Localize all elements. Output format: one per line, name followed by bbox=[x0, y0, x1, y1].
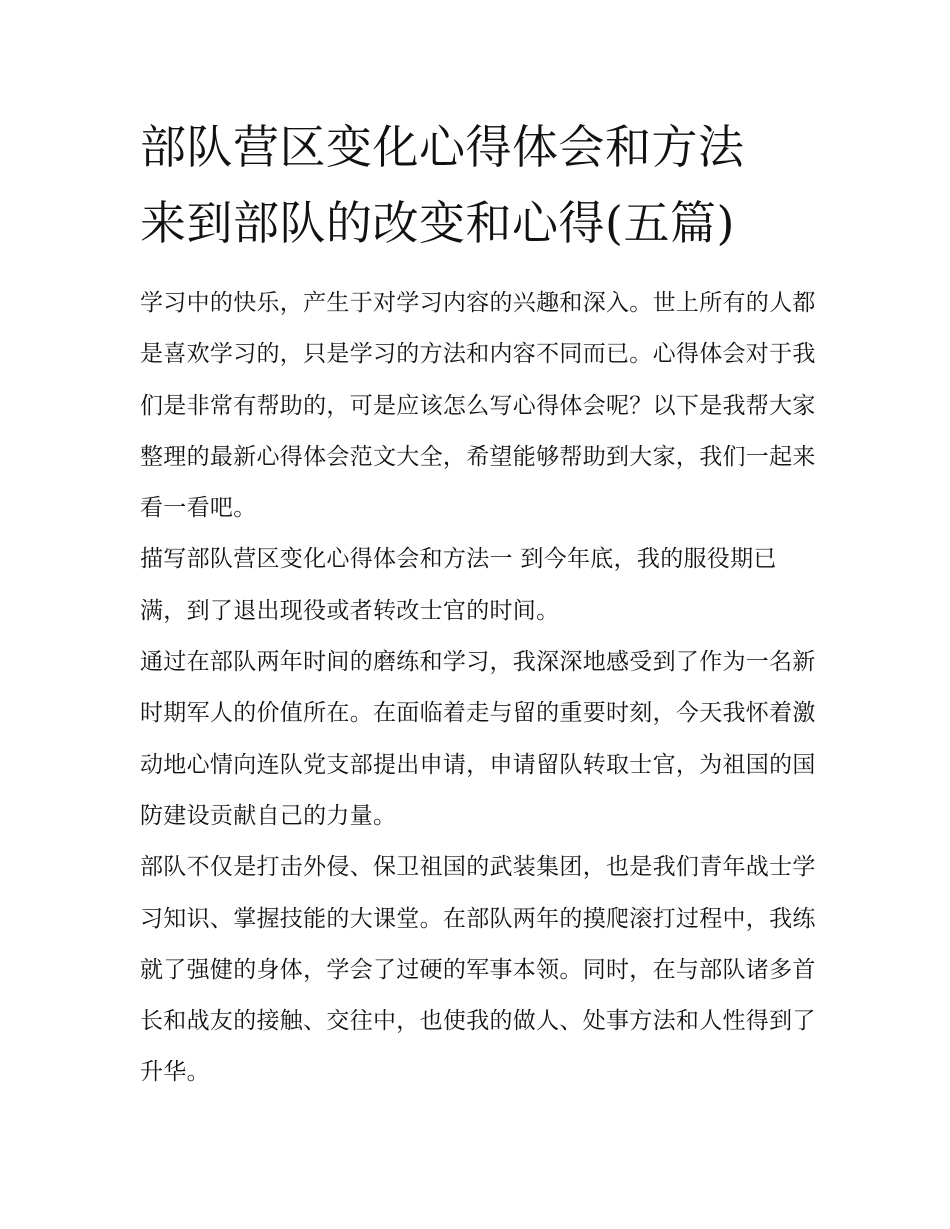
paragraph-training: 通过在部队两年时间的磨练和学习，我深深地感受到了作为一名新时期军人的价值所在。在面临着走与留的重要时刻，今天我怀着激动地心情向连队党支部提出申请，申请留队转取士官，为祖国的国防建设贡献自己的力量。 bbox=[140, 649, 816, 829]
document-title-line-2: 来到部队的改变和心得(五篇) bbox=[140, 196, 735, 250]
paragraph-army-classroom: 部队不仅是打击外侵、保卫祖国的武装集团，也是我们青年战士学习知识、掌握技能的大课堂。在部队两年的摸爬滚打过程中，我练就了强健的身体，学会了过硬的军事本领。同时，在与部队诸多首长和战友的接触、交往中，也使我的做人、处事方法和人性得到了升华。 bbox=[140, 854, 816, 1086]
document-body bbox=[140, 278, 820, 1099]
paragraph-intro: 学习中的快乐，产生于对学习内容的兴趣和深入。世上所有的人都是喜欢学习的，只是学习的方法和内容不同而已。心得体会对于我们是非常有帮助的，可是应该怎么写心得体会呢？以下是我帮大家整理的最新心得体会范文大全，希望能够帮助到大家，我们一起来看一看吧。 bbox=[140, 290, 816, 522]
paragraph-method-one: 描写部队营区变化心得体会和方法一 到今年底，我的服役期已满，到了退出现役或者转改士官的时间。 bbox=[140, 546, 777, 624]
document-title-line-1: 部队营区变化心得体会和方法 bbox=[140, 120, 745, 174]
